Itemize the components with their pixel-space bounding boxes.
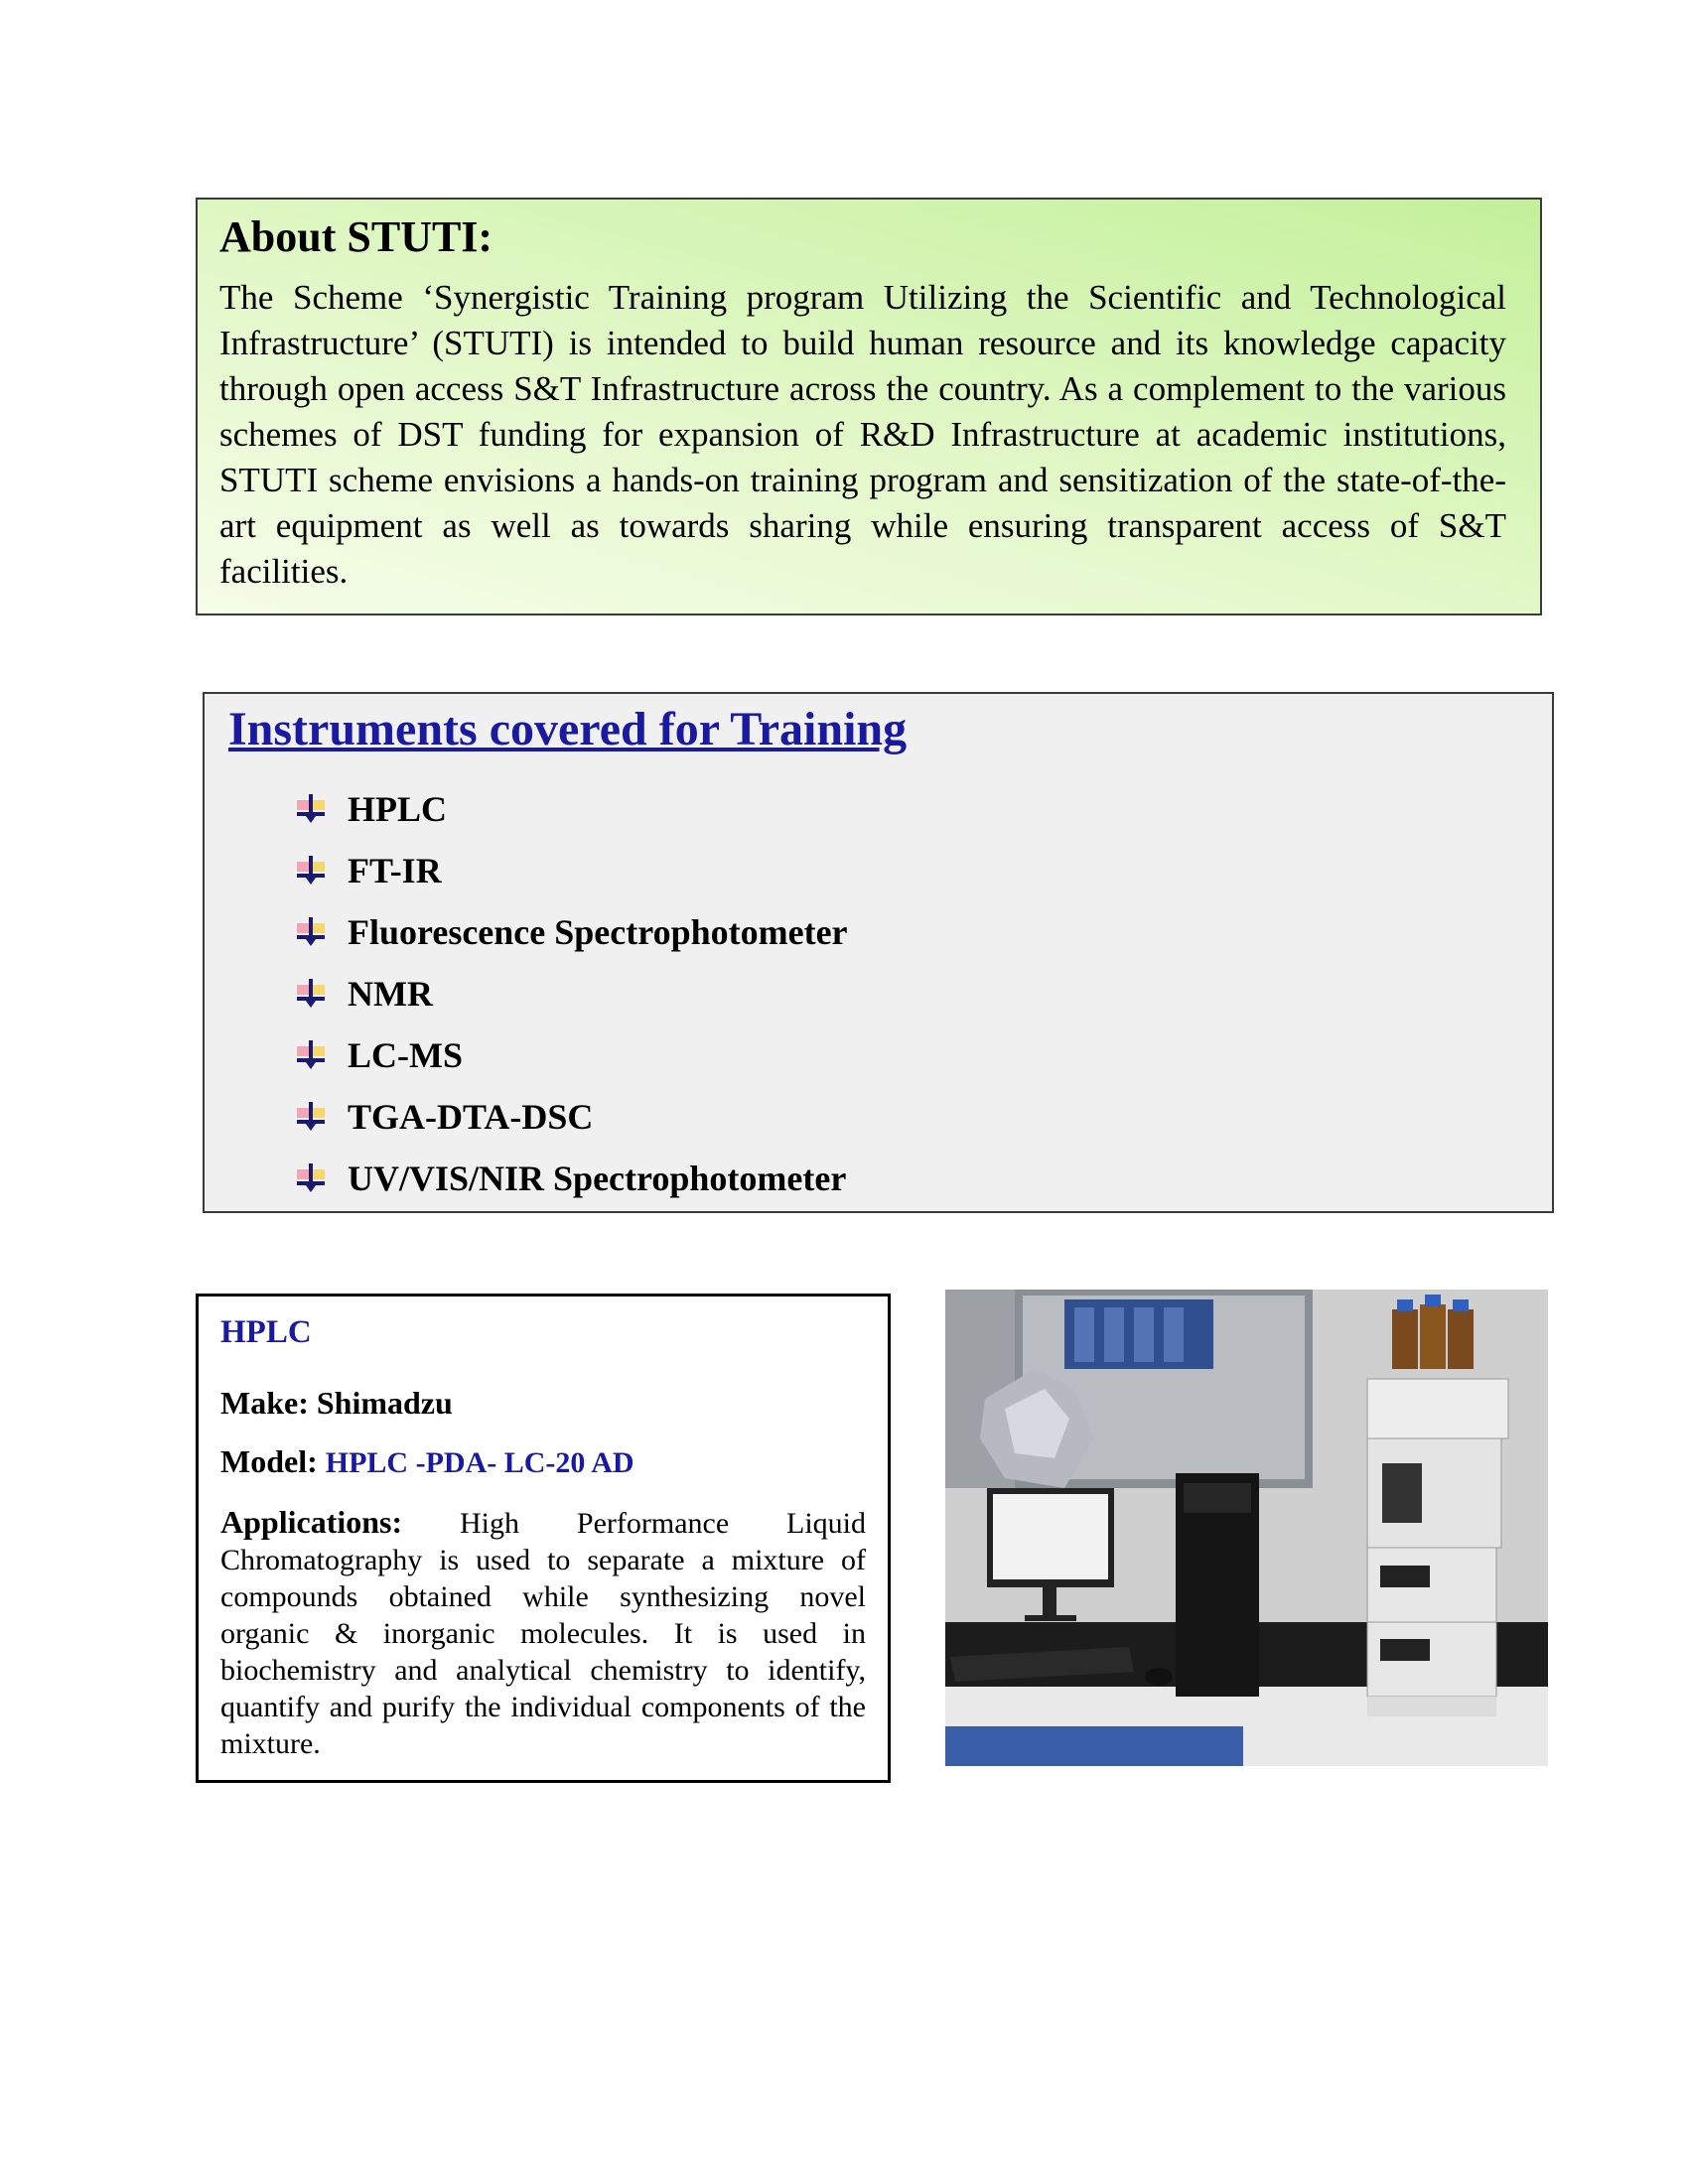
make-line (220, 1385, 866, 1422)
instruments-box (203, 692, 1554, 1213)
instrument-label: FT-IR (348, 850, 442, 890)
instrument-label: TGA-DTA-DSC (348, 1096, 594, 1137)
make-value: Shimadzu (316, 1385, 453, 1421)
instruments-title: Instruments covered for Training (228, 703, 908, 755)
plus-arrow-bullet-icon (294, 854, 328, 887)
make-label: Make: (220, 1385, 309, 1421)
applications-text: High Performance Liquid Chromatography is used to separate a mixture of compounds obtained while synthesizing novel organic & inorganic molecules. It is used in biochemistry and analytical chemistry to identify, quantify and purify the individual components of the mixture. (220, 1507, 867, 1760)
instrument-label: NMR (348, 973, 433, 1014)
plus-arrow-bullet-icon (294, 915, 328, 949)
applications-label: Applications: (220, 1504, 403, 1540)
lab-photo-illustration (945, 1290, 1548, 1766)
about-stuti-box (196, 198, 1542, 615)
list-item (294, 1148, 1532, 1209)
about-text: The Scheme ‘Synergistic Training program Utilizing the Scientific and Technological Infrastructure’ (STUTI) is intended to build human resource and its knowledge capacity through open access S&T Infrastructure across the country. As a complement to the various schemes of DST funding for expansion of R&D Infrastructure at academic institutions, STUTI scheme envisions a hands-on training program and sensitization of the state-of-the-art equipment as well as towards sharing while ensuring transparent access of S&T facilities. (219, 278, 1506, 592)
plus-arrow-bullet-icon (294, 1161, 328, 1195)
hplc-details-box (196, 1294, 891, 1783)
plus-arrow-bullet-icon (294, 792, 328, 826)
model-value: HPLC -PDA- LC-20 AD (325, 1446, 634, 1479)
list-item (294, 963, 1532, 1024)
plus-arrow-bullet-icon (294, 1100, 328, 1134)
list-item (294, 840, 1532, 901)
instrument-label: LC-MS (348, 1034, 463, 1075)
hplc-lab-photo (945, 1290, 1548, 1766)
list-item (294, 901, 1532, 963)
list-item (294, 1086, 1532, 1148)
instruments-list (224, 778, 1532, 1209)
instrument-label: UV/VIS/NIR Spectrophotometer (348, 1158, 847, 1198)
instrument-label: HPLC (348, 788, 448, 829)
list-item (294, 1024, 1532, 1086)
model-label: Model: (220, 1443, 318, 1479)
instrument-label: Fluorescence Spectrophotometer (348, 911, 848, 952)
applications-paragraph (220, 1504, 866, 1762)
about-title: About STUTI: (219, 212, 493, 261)
plus-arrow-bullet-icon (294, 1038, 328, 1072)
plus-arrow-bullet-icon (294, 977, 328, 1011)
hplc-heading: HPLC (220, 1314, 312, 1350)
model-line (220, 1443, 866, 1480)
list-item (294, 778, 1532, 840)
